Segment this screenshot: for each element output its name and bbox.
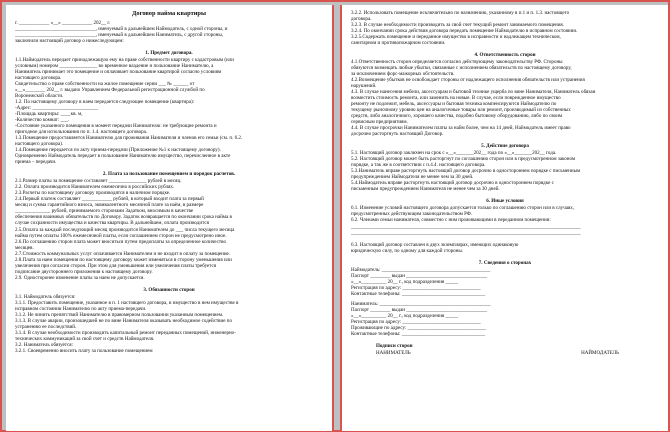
text-line: 2.5.Оплата за каждый последующий месяц производится Нанимателем до ___ числа текущего месяца xyxy=(15,226,235,233)
text-line: найма путем оплаты 100% ежемесячной платы, если соглашением сторон не предусмотрено иное. xyxy=(15,232,227,239)
text-line: 2.9. Односторонее изменение платы за наем не допускается. xyxy=(15,274,145,281)
tenant-field: «__»__________ 20__ г., код подразделения _____ xyxy=(351,312,459,319)
section-heading: 3. Обязанности сторон xyxy=(143,286,195,293)
text-line: подписание двустороннего приложения к настоящему договору. xyxy=(15,268,153,275)
text-line: нарушений. xyxy=(351,83,377,90)
text-line: 3.1.3. В случае аварии, произошедшей не по вине Нанимателя оказывать необходимое содействие по xyxy=(15,317,232,324)
text-line: 2.4.Первый платеж составляет ____________ рублей, в который входит плата за первый xyxy=(15,196,204,203)
text-line: за исключением форс-мажорных обстоятельств. xyxy=(351,71,455,78)
landlord-signature-label: НАЙМОДАТЕЛЬ xyxy=(581,349,619,356)
tenant-field: Наниматель: ____________________________________________ xyxy=(351,300,491,307)
text-line: 4.4. В случае просрочки Нанимателем платы за найм более, чем на 14 дней, Наймодатель имеет право xyxy=(351,125,571,132)
text-line: 3.2.5.Содержать помещение и переданное имущество в исправности и надлежащем техническом, xyxy=(351,34,561,41)
text-line: ________________________________, именуемый в дальнейшем Наниматель, с другой стороны, xyxy=(15,32,224,39)
text-line: 3.2. Наниматель обязуется: xyxy=(15,341,74,348)
text-line: случае сохранности имущества и качества квартиры. В дальнейшем, оплата производится xyxy=(15,220,209,227)
text-line: 1.1.Наймодатель передает принадлежащую ему на праве собственности квартиру с кадастровым (или xyxy=(15,57,234,64)
text-line: предусмотренных действующим законодательством РФ. xyxy=(351,211,473,218)
text-line: 5.4.Наймодатель вправе расторгнуть настоящий договор досрочно в одностороннем порядке с xyxy=(351,180,554,187)
text-line: 2.3.Расчеты по настоящему договору производятся в наличном порядке. xyxy=(15,190,171,197)
landlord-field: Регистрация по адресу: _______________________________ xyxy=(351,284,481,291)
document-page-left xyxy=(6,5,334,431)
text-line: 1.3.Помещение предоставляется Нанимателю для проживания Нанимателя и членов его семьи (см. п. 6.2. xyxy=(15,135,243,142)
text-line: юридическую силу, по одному для каждой стороны. xyxy=(351,247,464,254)
tenant-field: Регистрация по адресу: _______________________________ xyxy=(351,318,481,325)
text-line: 6.3. Настоящий договор составлен в двух экземплярах, имеющих одинаковую xyxy=(351,241,519,248)
text-line: -Количество комнат: ___. xyxy=(15,117,70,124)
text-line: ___________________________________________________________________________________________ xyxy=(351,223,581,230)
text-line: 2.2. Оплата производится Нанимателем ежемесячно в российских рублях. xyxy=(15,184,175,191)
text-line: 1.4.Помещение передается по акту приема-передачи (Приложение №1 к настоящему договору). xyxy=(15,147,221,154)
text-line: санитарном и противопожарном состоянии. xyxy=(351,40,446,47)
text-line: письменным предупреждением Нанимателя не менее чем за 30 дней. xyxy=(351,186,500,193)
landlord-field: Контактные телефоны: _________________________________ xyxy=(351,290,486,297)
text-line: 3.1.1. Предоставить помещение, указанное в п. 1 настоящего договора, и имущество в нем имуществе в xyxy=(15,299,239,306)
document-page-right xyxy=(340,5,668,431)
text-line: 3.2.1. Своевременно вносить плату за пользование помещением xyxy=(15,347,153,354)
text-line: заключили настоящий договор о нижеследующем: xyxy=(15,38,124,45)
text-line: приема – передачи. xyxy=(15,159,57,166)
text-line: увеличения при согласии сторон. При этом для уменьшения или увеличения платы требуется xyxy=(15,262,217,269)
text-line: 5.3.Наниматель вправе расторгнуть настоящий договор досрочно в одностороннем порядке с письменным xyxy=(351,168,581,175)
text-line: 2.8.Плата за наем помещения по настоящему договору может изменяться в сторону уменьшения или xyxy=(15,256,232,263)
text-line: средств, либо аналогичного, хорошего качества, подобно бытовому оборудованию, либо по своим xyxy=(351,113,563,120)
text-line: 2.1.Размер платы за помещение составляет _______________ рублей в месяц. xyxy=(15,178,182,185)
section-heading: 5. Действие договора xyxy=(481,143,529,150)
text-line: 3.2.3. В случае необходимости производить за свой счет текущий ремонт занимаемого помещения. xyxy=(351,22,564,29)
text-line: 5.2. Настоящий договор может быть расторгнут по соглашению сторон или в предусмотренном законом xyxy=(351,156,576,163)
text-line: текущему рыночному уровню цен на аналогичные товары или ремонт, производимый из собственных xyxy=(351,107,571,114)
text-line: Свидетельство о праве собственности на жилое помещение серии ___ № ______ от xyxy=(15,81,195,88)
text-line: 2.7.Стоимость коммунальных услуг оплачивается Нанимателем и не входит в оплату за помещение. xyxy=(15,250,231,257)
section-heading: 2. Плата за пользование помещением и порядок расчетов. xyxy=(102,171,236,178)
section-heading: 4. Ответственность сторон xyxy=(474,52,536,59)
landlord-field: «__»__________ 20__ г., код подразделения _____ xyxy=(351,278,459,285)
text-line: возместить стоимость ремонта, или заменить на новые. В случае, если поврежденное имущество xyxy=(351,95,561,102)
text-line: -Адрес: __________________________ xyxy=(15,105,99,112)
text-line: 6.2. Членами семьи нанимателя, совместно с ним проживающими в переданном помещении: xyxy=(351,217,551,224)
text-line: Наниматель принимает это помещение и оплачивает пользование квартирой согласно условиям xyxy=(15,69,222,76)
text-line: месяцев. xyxy=(15,244,34,251)
text-line: устранению ее последствий. xyxy=(15,323,77,330)
tenant-field: Паспорт ________ выдан ________________________________ xyxy=(351,306,488,313)
text-line: 3.2.2. Использовать помещение исключительно по назначению, указанному в п.1 и п. 1.3. настоящего xyxy=(351,10,570,16)
section-heading: 1. Предмет договора. xyxy=(145,50,193,57)
signatures-heading: Подписи сторон xyxy=(376,342,413,349)
text-line: 1.2. По настоящему договору в наем передается следующее помещение (квартира): xyxy=(15,99,195,106)
text-line: обеспечения взаимных обязательств по Договору. Задаток возвращается по окончании срока найма в xyxy=(15,214,232,221)
text-line: -Площадь квартиры: ____кв. м, xyxy=(15,111,83,118)
text-line: 4.2.Возмещение убытков не освобождает стороны от надлежащего исполнения обязательств или устранения xyxy=(351,77,585,84)
signature-row xyxy=(351,350,659,356)
text-line: ремонту не подлежит, мебель, аксессуары и бытовая техника компенсируются Наймодателю по xyxy=(351,101,557,108)
text-line: настоящего договора). xyxy=(15,141,64,148)
text-line: обязуются возмещать любые убытки, связанные с исполнением обязательств по настоящему договору, xyxy=(351,65,572,72)
text-line: предупреждением Наймодателя не менее чем за 30 дней. xyxy=(351,174,474,181)
section-heading: 7. Сведения о сторонах xyxy=(478,259,532,266)
text-line: «__»________ 202__ г. выдано Управлением Федеральной регистрационной службой по xyxy=(15,87,205,94)
text-line: исправном состоянии Нанимателю по акту приема-передачи. xyxy=(15,305,147,312)
text-line: ___________________________________________________________________________________________ xyxy=(351,229,581,236)
text-line: сервисным предприятиям. xyxy=(351,119,408,126)
tenant-field: Проживающие по адресу: _______________________________ xyxy=(351,324,486,331)
text-line: месяц и сумма гарантийного взноса, эквивалентного месячной плате за наём, в размере xyxy=(15,202,204,209)
section-heading: 6. Иные условия xyxy=(486,198,524,205)
text-line: 6.1. Изменение условий настоящего договора допускается только по соглашению сторон или в случаях, xyxy=(351,205,575,212)
text-line: ______________ рублей, принимаемого сторонами Задатком, вносимым в качестве xyxy=(15,208,194,215)
text-line: 4.1.Ответственность сторон определяется согласно действующему законодательству РФ. Стороны xyxy=(351,59,563,66)
text-line: Одновременно Наймодатель передает в пользование Нанимателю имущество, перечисленное в акте xyxy=(15,153,231,160)
text-line: 3.1.2. Не чинить препятствий Нанимателю в правомерном пользовании указанным помещением. xyxy=(15,311,224,318)
text-line: досрочно расторгнуть настоящий Договор. xyxy=(351,131,444,138)
text-line: 3.2.4. По окончании срока действия договора передать помещение Наймодателю в исправном состоянии. xyxy=(351,28,578,35)
text-line: 3.1.4. В случае необходимости производить капитальный ремонт переданных помещений, инженерно- xyxy=(15,329,236,336)
document-title: Договор найма квартиры xyxy=(132,10,206,17)
text-line: порядке, а так же в соответствии с п.4.4. настоящего договора. xyxy=(351,162,486,169)
text-line: ________________________________, именуемый в дальнейшем Наймодатель, с одной стороны, и xyxy=(15,26,228,33)
tenant-field: Контактные телефоны: _________________________________ xyxy=(351,330,486,337)
text-line: 5.1. Настоящий договор заключен на срок с «__»_______202__ года по «__»_______202__ года. xyxy=(351,150,557,157)
text-line: 3.1. Наймодатель обязуется: xyxy=(15,293,76,300)
text-line: 4.3. В случае нанесения мебели, аксессуарам и бытовой технике ущерба по вине Нанимателя, Наниматель обязан xyxy=(351,89,596,96)
text-line: пригодное для использования по п. 1.4. настоящего договора. xyxy=(15,129,148,136)
text-line: -Состояние указанного помещения в момент передачи Нанимателю: не требующие ремонта и xyxy=(15,123,217,130)
text-line: технических коммуникаций за свой счет и средств Наймодателя. xyxy=(15,335,155,342)
text-line: условным) номером _______________ во временное владение и пользование Нанимателю, а xyxy=(15,63,214,70)
tenant-signature-label: НАНИМАТЕЛЬ xyxy=(376,349,411,356)
text-line: Воронежской области. xyxy=(15,93,64,100)
landlord-field: Паспорт ________ выдан ________________________________ xyxy=(351,272,488,279)
text-line: договора. xyxy=(351,16,372,23)
text-line: 2.6.По соглашению сторон плата может вноситься путем предоплаты за определенное количество xyxy=(15,238,226,245)
text-line: г. ____________ «__» ____________ 202__ г. xyxy=(15,20,111,26)
text-line: настоящего договора. xyxy=(15,75,62,82)
landlord-field: Наймодатель: ___________________________________________ xyxy=(351,266,491,273)
